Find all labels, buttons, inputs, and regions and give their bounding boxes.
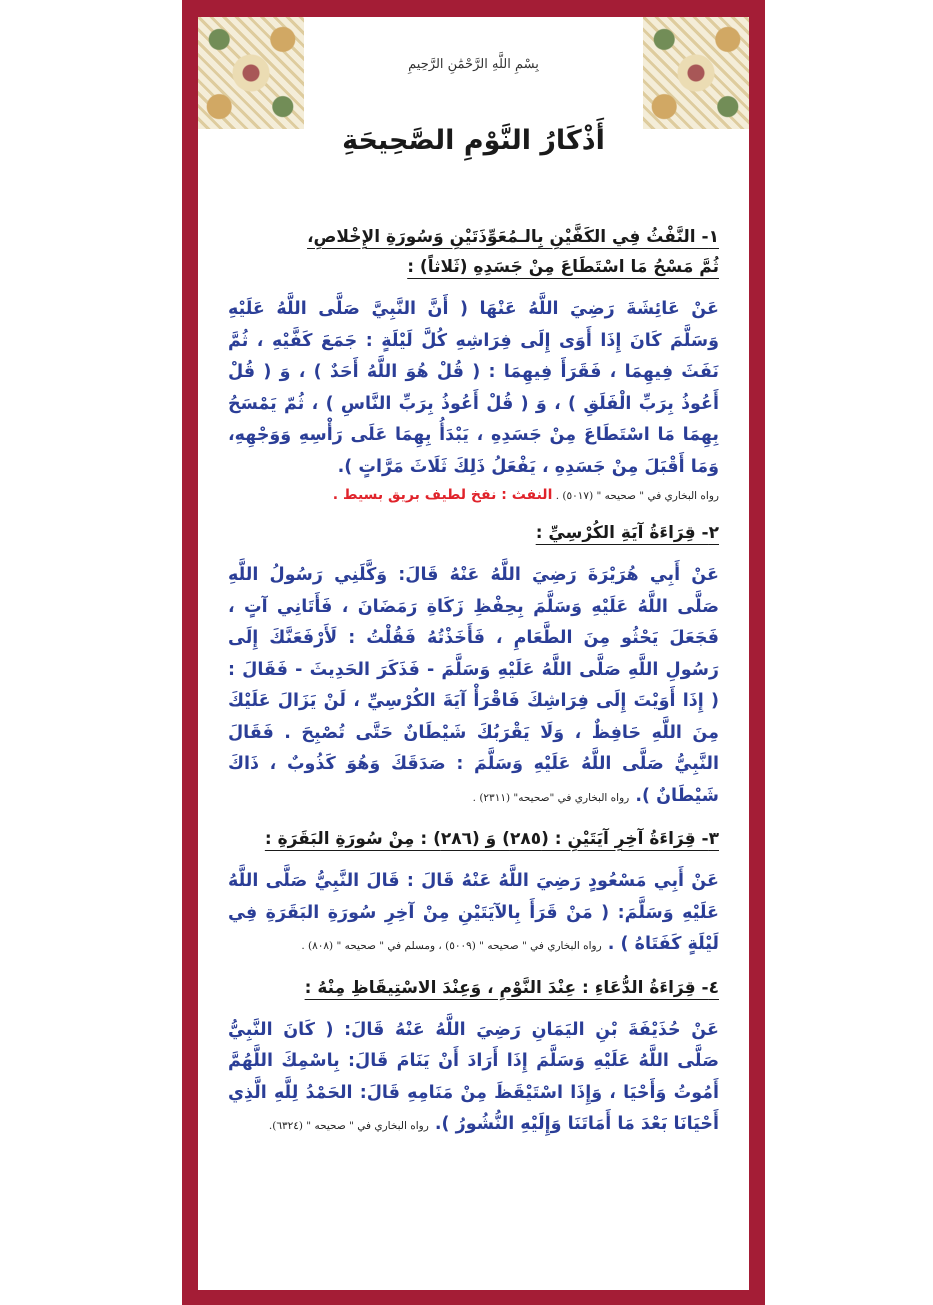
section-4 xyxy=(228,973,719,1143)
section-3 xyxy=(228,824,719,963)
section-1 xyxy=(228,222,719,508)
hadith-text xyxy=(228,1015,719,1143)
hadith-reference: رواه البخاري في " صحيحه " (٥٠٠٩) ، ومسلم في " صحيحه " (٨٠٨) . xyxy=(301,940,602,952)
content-body xyxy=(228,222,719,1153)
section-heading-line: ٢- قِرَاءَةُ آيَةِ الكُرْسِيِّ : xyxy=(535,523,719,543)
section-heading xyxy=(228,824,719,854)
section-heading xyxy=(228,518,719,548)
note-text: النفث : نفخ لطيف بريق بسيط . xyxy=(332,487,553,503)
reference-line xyxy=(228,483,719,508)
ornament-corner-right xyxy=(643,17,749,129)
section-heading-line: ١- النَّفْثُ فِي الكَفَّيْنِ بِالـمُعَوِّذَتَيْنِ وَسُورَةِ الإِخْلاصِ، xyxy=(307,227,719,247)
hadith-reference: رواه البخاري في " صحيحه " (٦٣٢٤). xyxy=(268,1120,429,1132)
hadith-text xyxy=(228,294,719,483)
section-heading xyxy=(228,222,719,282)
hadith-body: عَنْ أَبِي هُرَيْرَةَ رَضِيَ اللَّهُ عَنْهُ قَالَ: وَكَّلَنِي رَسُولُ اللَّهِ صَلَّى اللَّهُ عَلَيْهِ وَسَلَّمَ بِحِفْظِ زَكَاةِ رَمَضَانَ ، فَأَتَانِي آتٍ ، فَجَعَلَ يَحْثُو مِنَ الطَّعَامِ ، فَأَخَذْتُهُ فَقُلْتُ : لَأَرْفَعَنَّكَ إِلَى رَسُولِ اللَّهِ صَلَّى اللَّهُ عَلَيْهِ وَسَلَّمَ - فَذَكَرَ الحَدِيثَ - فَقَالَ : ( إِذَا أَوَيْتَ إِلَى فِرَاشِكَ فَاقْرَأْ آيَةَ الكُرْسِيِّ ، لَنْ يَزَالَ عَلَيْكَ مِنَ اللَّهِ حَافِظٌ ، وَلَا يَقْرَبُكَ شَيْطَانٌ حَتَّى تُصْبِحَ . فَقَالَ النَّبِيُّ صَلَّى اللَّهُ عَلَيْهِ وَسَلَّمَ : صَدَقَكَ وَهُوَ كَذُوبٌ ، ذَاكَ شَيْطَانٌ ). xyxy=(228,565,719,806)
hadith-body: عَنْ عَائِشَةَ رَضِيَ اللَّهُ عَنْهَا ( أَنَّ النَّبِيَّ صَلَّى اللَّهُ عَلَيْهِ وَسَلَّمَ كَانَ إِذَا أَوَى إِلَى فِرَاشِهِ كُلَّ لَيْلَةٍ : جَمَعَ كَفَّيْهِ ، ثُمَّ نَفَثَ فِيهِمَا ، فَقَرَأَ فِيهِمَا : ( قُلْ هُوَ اللَّهُ أَحَدٌ ) ، وَ ( قُلْ أَعُوذُ بِرَبِّ الْفَلَقِ ) ، وَ ( قُلْ أَعُوذُ بِرَبِّ النَّاسِ ) ، ثُمّ يَمْسَحُ بِهِمَا مَا اسْتَطَاعَ مِنْ جَسَدِهِ ، يَبْدَأُ بِهِمَا عَلَى رَأْسِهِ وَوَجْهِهِ، وَمَا أَقْبَلَ مِنْ جَسَدِهِ ، يَفْعَلُ ذَلِكَ ثَلَاثَ مَرَّاتٍ ). xyxy=(228,299,719,477)
hadith-text xyxy=(228,866,719,963)
document-page xyxy=(198,17,749,1290)
hadith-reference: رواه البخاري في " صحيحه " (٥٠١٧) . xyxy=(555,490,719,502)
ornament-corner-left xyxy=(198,17,304,129)
section-heading xyxy=(228,973,719,1003)
basmala-calligraphy: بِسْمِ اللَّهِ الرَّحْمَٰنِ الرَّحِيمِ xyxy=(408,57,539,72)
hadith-reference: رواه البخاري في "صحيحه" (٢٣١١) . xyxy=(472,791,630,804)
section-heading-line: ٤- قِرَاءَةُ الدُّعَاءِ : عِنْدَ النَّوْمِ ، وَعِنْدَ الاسْتِيقَاظِ مِنْهُ : xyxy=(304,977,719,998)
hadith-text xyxy=(228,560,719,814)
hadith-body: عَنْ أَبِي مَسْعُودٍ رَضِيَ اللَّهُ عَنْهُ قَالَ : قَالَ النَّبِيُّ صَلَّى اللَّهُ عَلَيْهِ وَسَلَّمَ: ( مَنْ قَرَأَ بِالآيَتَيْنِ مِنْ آخِرِ سُورَةِ البَقَرَةِ فِي لَيْلَةٍ كَفَتَاهُ ) . xyxy=(228,871,719,954)
section-heading-line: ثُمَّ مَسْحُ مَا اسْتَطَاعَ مِنْ جَسَدِهِ (ثَلاثاً) : xyxy=(407,257,719,277)
section-2 xyxy=(228,518,719,814)
page-title: أَذْكَارُ النَّوْمِ الصَّحِيحَةِ xyxy=(342,125,605,156)
section-heading-line: ٣- قِرَاءَةُ آخِرِ آيَتَيْنِ : (٢٨٥) وَ (٢٨٦) : مِنْ سُورَةِ البَقَرَةِ : xyxy=(264,829,719,849)
hadith-body: عَنْ حُذَيْفَةَ بْنِ اليَمَانِ رَضِيَ اللَّهُ عَنْهُ قَالَ: ( كَانَ النَّبِيُّ صَلَّى اللَّهُ عَلَيْهِ وَسَلَّمَ إِذَا أَرَادَ أَنْ يَنَامَ قَالَ: بِاسْمِكَ اللَّهُمَّ أَمُوتُ وَأَحْيَا ، وَإِذَا اسْتَيْقَظَ مِنْ مَنَامِهِ قَالَ: الحَمْدُ لِلَّهِ الَّذِي أَحْيَانَا بَعْدَ مَا أَمَاتَنَا وَإِلَيْهِ النُّشُورُ ). xyxy=(228,1019,719,1134)
